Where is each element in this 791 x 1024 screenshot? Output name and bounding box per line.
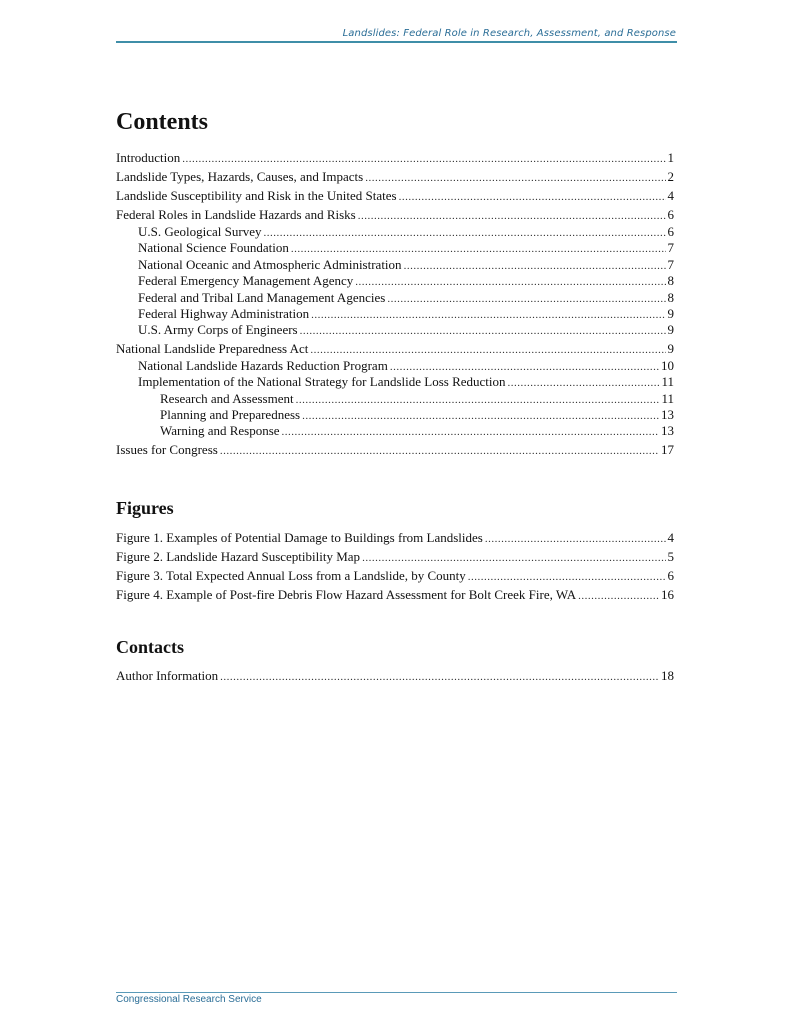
toc-entry-title[interactable]: Landslide Types, Hazards, Causes, and Impacts xyxy=(116,169,364,184)
toc-entry[interactable] xyxy=(116,391,674,407)
toc-entry-title[interactable]: Figure 3. Total Expected Annual Loss from a Landslide, by County xyxy=(116,568,466,583)
toc-entry-page-number[interactable]: 8 xyxy=(667,273,674,289)
contents-heading: Contents xyxy=(116,109,209,135)
dot-leader xyxy=(282,423,659,440)
dot-leader xyxy=(296,391,660,408)
toc-entry-page-number[interactable]: 6 xyxy=(667,568,674,583)
toc-entry-page-number[interactable]: 11 xyxy=(661,390,674,406)
toc-entry-title[interactable]: Introduction xyxy=(116,150,181,165)
dot-leader xyxy=(390,358,659,375)
toc-entry[interactable] xyxy=(116,224,674,240)
dot-leader xyxy=(310,339,665,360)
toc-entry-title[interactable]: National Landslide Preparedness Act xyxy=(116,340,309,356)
toc-entry[interactable] xyxy=(116,186,674,205)
footer-publisher: Congressional Research Service xyxy=(116,994,262,1005)
toc-entry-page-number[interactable]: 16 xyxy=(661,587,674,602)
dot-leader xyxy=(263,224,665,241)
toc-entry-page-number[interactable]: 7 xyxy=(667,240,674,256)
toc-entry-title[interactable]: Figure 1. Examples of Potential Damage to Buildings from Landslides xyxy=(116,530,483,545)
dot-leader xyxy=(362,547,665,568)
figures-heading: Figures xyxy=(116,498,174,518)
toc-entry[interactable] xyxy=(116,167,674,186)
toc-entry-page-number[interactable]: 7 xyxy=(667,256,674,272)
toc-entry[interactable] xyxy=(116,257,674,273)
toc-entry-page-number[interactable]: 13 xyxy=(661,423,674,439)
toc-entry-title[interactable]: Figure 2. Landslide Hazard Susceptibility Map xyxy=(116,549,361,564)
toc-entry-page-number[interactable]: 4 xyxy=(667,188,674,203)
toc-entry-page-number[interactable]: 1 xyxy=(667,150,674,165)
dot-leader xyxy=(508,374,660,391)
contact-entry[interactable] xyxy=(116,666,674,685)
toc-entry-page-number[interactable]: 6 xyxy=(667,224,674,239)
toc-entry-title[interactable]: National Oceanic and Atmospheric Administration xyxy=(138,256,402,272)
toc-entry[interactable] xyxy=(116,440,674,459)
dot-leader xyxy=(399,186,666,207)
dot-leader xyxy=(355,273,665,290)
dot-leader xyxy=(220,440,659,461)
toc-entry-page-number[interactable]: 5 xyxy=(667,549,674,564)
dot-leader xyxy=(404,257,666,274)
dot-leader xyxy=(302,407,659,424)
toc-entry-page-number[interactable]: 6 xyxy=(667,207,674,222)
dot-leader xyxy=(485,528,666,549)
dot-leader xyxy=(220,666,659,687)
toc-entry[interactable] xyxy=(116,322,674,338)
toc-entry-title[interactable]: U.S. Geological Survey xyxy=(138,224,262,239)
toc-entry-page-number[interactable]: 10 xyxy=(661,357,674,373)
dot-leader xyxy=(358,205,666,226)
toc-entry-page-number[interactable]: 13 xyxy=(661,406,674,422)
toc-entry-title[interactable]: National Science Foundation xyxy=(138,240,289,256)
toc-entry-page-number[interactable]: 4 xyxy=(667,530,674,545)
dot-leader xyxy=(387,290,665,307)
toc-entry-title[interactable]: Warning and Response xyxy=(160,423,280,439)
toc-entry-page-number[interactable]: 9 xyxy=(667,305,674,321)
toc-entry-title[interactable]: Author Information xyxy=(116,668,219,683)
figure-entry[interactable] xyxy=(116,566,674,585)
toc-entry-title[interactable]: Issues for Congress xyxy=(116,441,218,457)
toc-entry-title[interactable]: Landslide Susceptibility and Risk in the United States xyxy=(116,188,397,203)
toc-entry-page-number[interactable]: 18 xyxy=(661,668,674,683)
toc-entry-title[interactable]: Research and Assessment xyxy=(160,390,294,406)
dot-leader xyxy=(365,167,665,188)
toc-entry[interactable] xyxy=(116,358,674,374)
toc-entry-title[interactable]: U.S. Army Corps of Engineers xyxy=(138,322,298,338)
toc-entry-title[interactable]: Federal Roles in Landslide Hazards and Risks xyxy=(116,207,356,222)
toc-entry-title[interactable]: Figure 4. Example of Post-fire Debris Flow Hazard Assessment for Bolt Creek Fire, WA xyxy=(116,587,577,602)
toc-entry-title[interactable]: Federal Emergency Management Agency xyxy=(138,273,354,289)
dot-leader xyxy=(311,306,665,323)
toc-entry[interactable] xyxy=(116,273,674,289)
toc-entry-page-number[interactable]: 8 xyxy=(667,289,674,305)
toc-entry[interactable] xyxy=(116,423,674,439)
toc-entry[interactable] xyxy=(116,339,674,358)
toc-entry-page-number[interactable]: 17 xyxy=(661,441,674,457)
toc-entry[interactable] xyxy=(116,290,674,306)
footer-divider xyxy=(116,992,677,993)
toc-entry-title[interactable]: Federal and Tribal Land Management Agencies xyxy=(138,289,386,305)
toc-entry[interactable] xyxy=(116,205,674,224)
toc-entry-page-number[interactable]: 9 xyxy=(667,322,674,338)
toc-entry-page-number[interactable]: 2 xyxy=(667,169,674,184)
toc-entry-title[interactable]: Planning and Preparedness xyxy=(160,406,301,422)
figure-entry[interactable] xyxy=(116,585,674,604)
toc-entry-title[interactable]: Implementation of the National Strategy for Landslide Loss Reduction xyxy=(138,374,506,390)
dot-leader xyxy=(182,148,665,169)
contacts-heading: Contacts xyxy=(116,637,184,657)
dot-leader xyxy=(300,322,666,339)
toc-entry-title[interactable]: National Landslide Hazards Reduction Program xyxy=(138,357,388,373)
toc-entry-page-number[interactable]: 9 xyxy=(667,340,674,356)
toc-entry[interactable] xyxy=(116,374,674,390)
toc-entry[interactable] xyxy=(116,407,674,423)
toc-entry[interactable] xyxy=(116,306,674,322)
dot-leader xyxy=(578,585,659,606)
table-of-contents xyxy=(116,148,674,459)
running-header-title: Landslides: Federal Role in Research, Assessment, and Response xyxy=(342,28,676,39)
toc-entry-title[interactable]: Federal Highway Administration xyxy=(138,305,310,321)
list-of-figures xyxy=(116,528,674,604)
dot-leader xyxy=(291,240,666,257)
contacts-list xyxy=(116,666,674,685)
toc-entry[interactable] xyxy=(116,240,674,256)
header-divider xyxy=(116,41,677,43)
toc-entry[interactable] xyxy=(116,148,674,167)
figure-entry[interactable] xyxy=(116,528,674,547)
toc-entry-page-number[interactable]: 11 xyxy=(661,374,674,390)
figure-entry[interactable] xyxy=(116,547,674,566)
dot-leader xyxy=(468,566,666,587)
